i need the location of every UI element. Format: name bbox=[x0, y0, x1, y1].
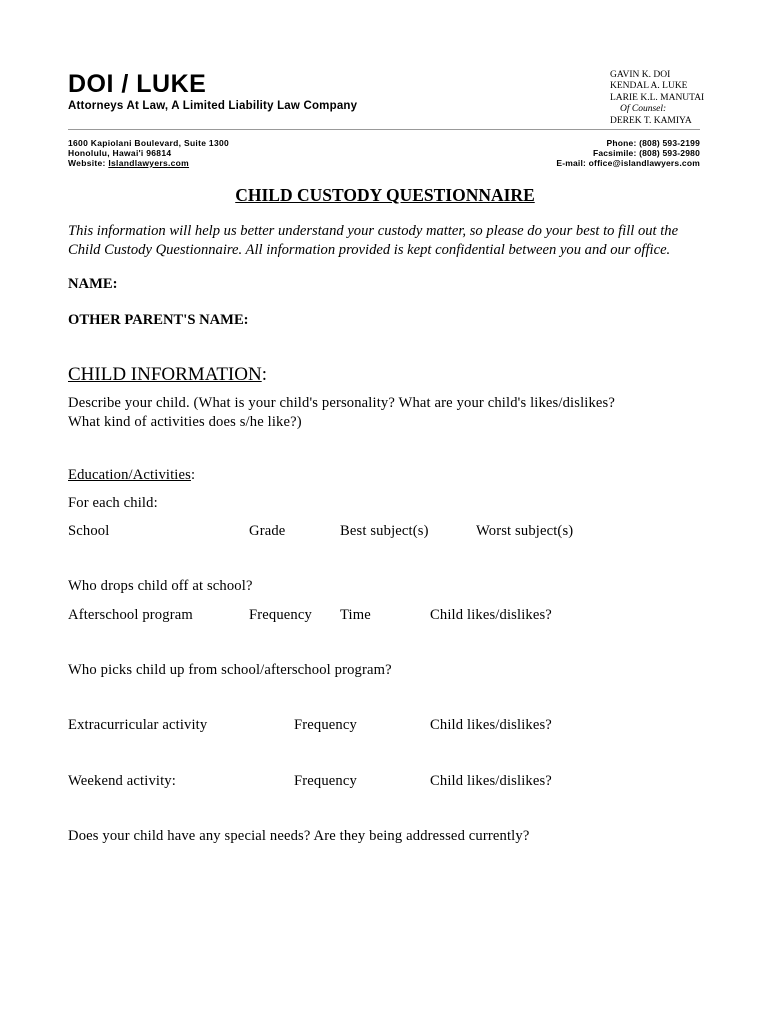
drop-off-question: Who drops child off at school? bbox=[68, 578, 253, 594]
column-label-best-subjects: Best subject(s) bbox=[340, 523, 429, 539]
of-counsel-name: DEREK T. KAMIYA bbox=[610, 115, 692, 126]
firm-contact bbox=[556, 138, 700, 168]
firm-address bbox=[68, 138, 229, 168]
subheading-colon: : bbox=[190, 467, 196, 483]
column-label-time: Time bbox=[340, 607, 371, 623]
address-line: Honolulu, Hawai'i 96814 bbox=[68, 148, 172, 158]
pickup-question: Who picks child up from school/afterschool program? bbox=[68, 662, 392, 678]
fax-number: Facsimile: (808) 593-2980 bbox=[592, 148, 700, 158]
document-title: CHILD CUSTODY QUESTIONNAIRE bbox=[235, 185, 535, 205]
website-link[interactable]: Islandlawyers.com bbox=[108, 158, 190, 168]
column-label-child-likes-dislikes: Child likes/dislikes? bbox=[430, 773, 552, 789]
for-each-child-label: For each child: bbox=[68, 495, 158, 511]
firm-tagline: Attorneys At Law, A Limited Liability Law Company bbox=[68, 100, 358, 112]
column-label-afterschool-program: Afterschool program bbox=[68, 607, 193, 623]
intro-paragraph: This information will help us better understand your custody matter, so please do your best to fill out the Child Custody Questionnaire. All information provided is kept confidential between you and our office. bbox=[68, 223, 679, 258]
website-line bbox=[68, 158, 229, 168]
column-label-grade: Grade bbox=[249, 523, 286, 539]
column-label-weekend-activity: Weekend activity: bbox=[68, 773, 176, 789]
child-information-heading bbox=[68, 364, 267, 386]
subheading-text: Education/Activities bbox=[68, 467, 191, 483]
phone-number: Phone: (808) 593-2199 bbox=[606, 138, 700, 148]
column-label-frequency: Frequency bbox=[294, 773, 357, 789]
question-line: Describe your child. (What is your child's personality? What are your child's likes/dislikes? bbox=[68, 395, 616, 411]
email-address: E-mail: office@islandlawyers.com bbox=[556, 158, 700, 168]
column-label-frequency: Frequency bbox=[294, 717, 357, 733]
special-needs-question: Does your child have any special needs? Are they being addressed currently? bbox=[68, 828, 530, 844]
address-line: 1600 Kapiolani Boulevard, Suite 1300 bbox=[68, 138, 230, 148]
column-label-extracurricular-activity: Extracurricular activity bbox=[68, 717, 208, 733]
attorney-list bbox=[610, 70, 704, 127]
column-label-worst-subjects: Worst subject(s) bbox=[476, 523, 574, 539]
firm-name: DOI / LUKE bbox=[68, 70, 207, 98]
website-label: Website: bbox=[68, 158, 106, 168]
question-line: What kind of activities does s/he like?) bbox=[68, 414, 302, 430]
column-label-frequency: Frequency bbox=[249, 607, 312, 623]
name-field-label: NAME: bbox=[68, 276, 118, 292]
of-counsel-label: Of Counsel: bbox=[620, 104, 667, 115]
attorney-name: KENDAL A. LUKE bbox=[610, 81, 688, 92]
heading-colon: : bbox=[261, 364, 267, 385]
other-parent-name-label: OTHER PARENT'S NAME: bbox=[68, 312, 249, 328]
describe-child-question bbox=[68, 394, 615, 432]
heading-text: CHILD INFORMATION bbox=[68, 364, 262, 385]
column-label-child-likes-dislikes: Child likes/dislikes? bbox=[430, 607, 552, 623]
header-divider bbox=[68, 129, 700, 130]
education-activities-heading bbox=[68, 467, 195, 484]
column-label-child-likes-dislikes: Child likes/dislikes? bbox=[430, 717, 552, 733]
column-label-school: School bbox=[68, 523, 110, 539]
attorney-name: LARIE K.L. MANUTAI bbox=[610, 92, 705, 103]
attorney-name: GAVIN K. DOI bbox=[610, 70, 671, 80]
